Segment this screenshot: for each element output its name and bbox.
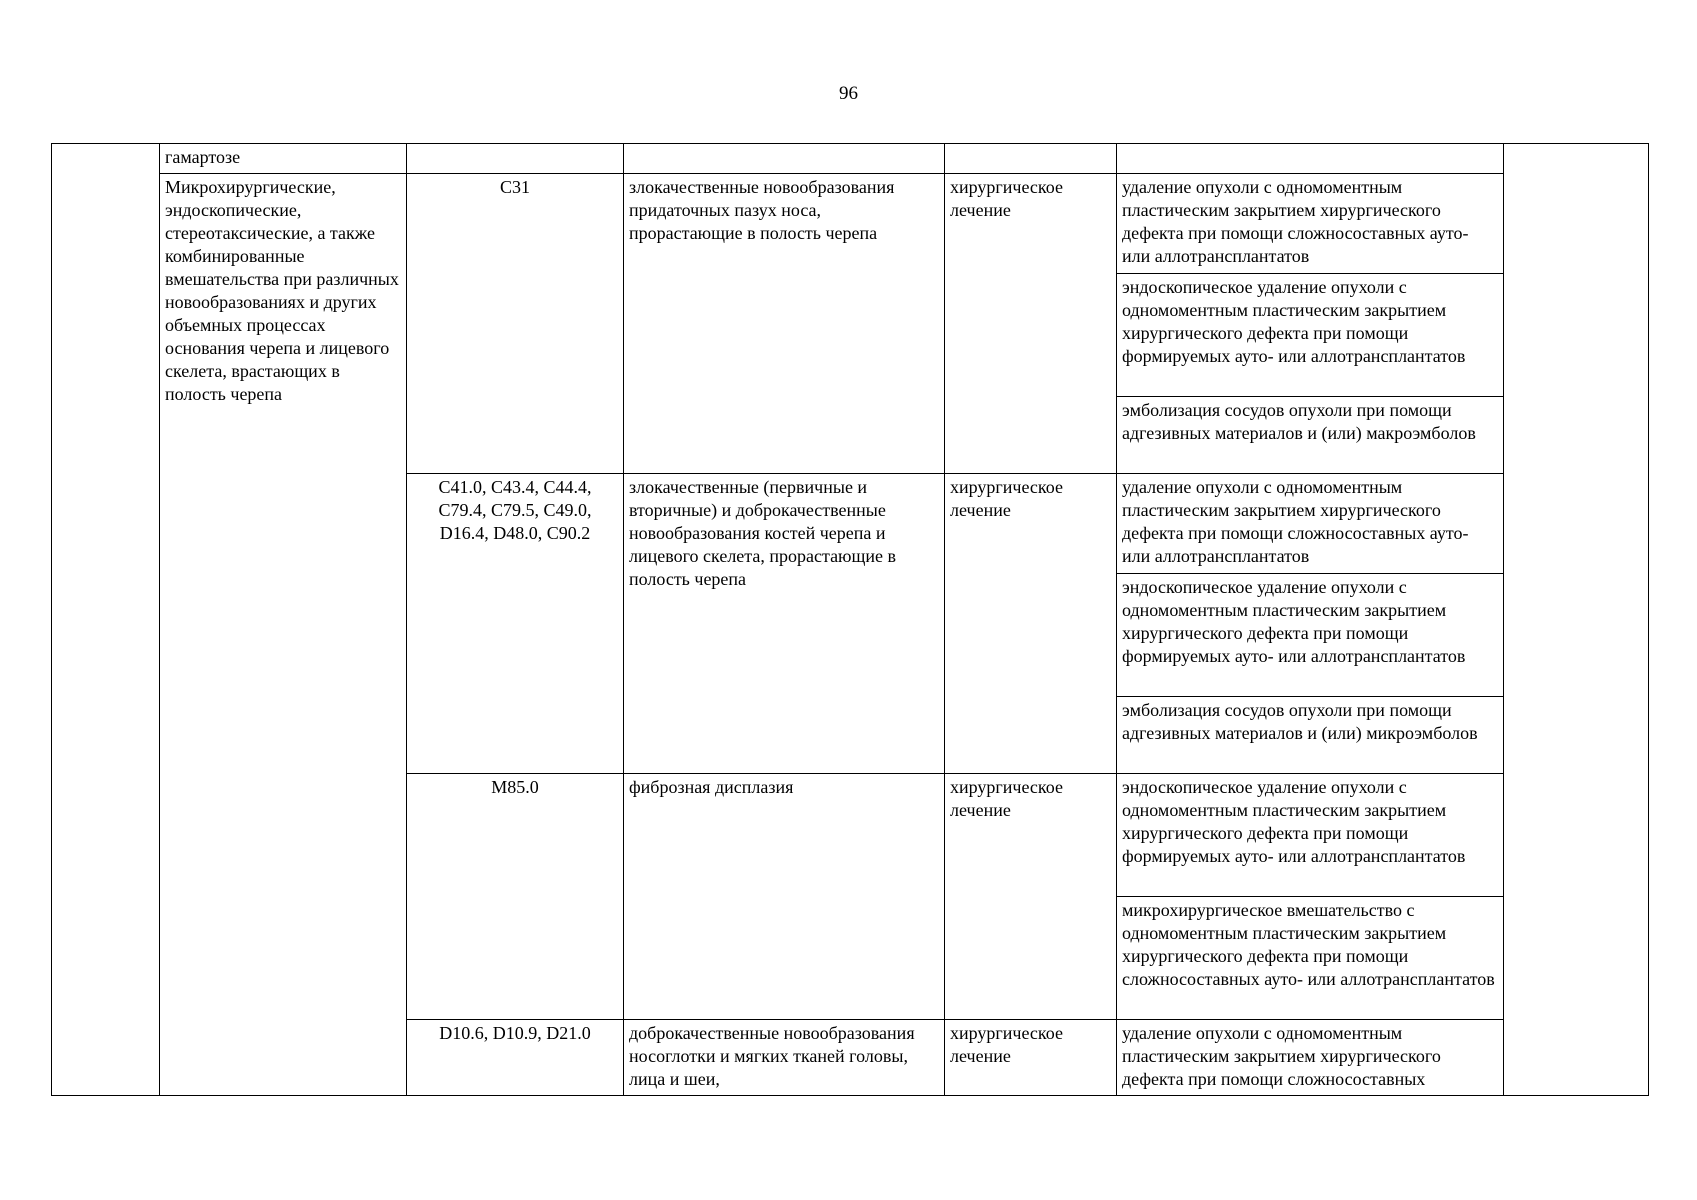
empty-cell [945, 144, 1117, 174]
method-cell: удаление опухоли с одномоментным пластическим закрытием хирургического дефекта при помощи сложносоставных ауто- или аллотрансплантатов [1117, 174, 1504, 274]
icd-code-cell: M85.0 [407, 774, 624, 1020]
empty-cell [624, 144, 945, 174]
treatment-cell: хирургическое лечение [945, 174, 1117, 474]
diagnosis-cell: злокачественные новообразования придаточных пазух носа, прорастающие в полость черепа [624, 174, 945, 474]
treatment-cell: хирургическое лечение [945, 1020, 1117, 1096]
method-cell: эндоскопическое удаление опухоли с одномоментным пластическим закрытием хирургического дефекта при помощи формируемых ауто- или аллотрансплантатов [1117, 574, 1504, 697]
tariff-column-cell [1504, 144, 1649, 1096]
method-cell: эндоскопическое удаление опухоли с одномоментным пластическим закрытием хирургического дефекта при помощи формируемых ауто- или аллотрансплантатов [1117, 274, 1504, 397]
empty-cell [407, 144, 624, 174]
page-number: 96 [839, 83, 858, 104]
continuation-cell: гамартозе [160, 144, 407, 174]
treatment-cell: хирургическое лечение [945, 774, 1117, 1020]
icd-code-cell: D10.6, D10.9, D21.0 [407, 1020, 624, 1096]
number-column-cell [52, 144, 160, 1096]
diagnosis-cell: доброкачественные новообразования носоглотки и мягких тканей головы, лица и шеи, [624, 1020, 945, 1096]
icd-code-cell: C31 [407, 174, 624, 474]
method-cell: удаление опухоли с одномоментным пластическим закрытием хирургического дефекта при помощи сложносоставных [1117, 1020, 1504, 1096]
icd-code-cell: C41.0, C43.4, C44.4, C79.4, C79.5, C49.0, D16.4, D48.0, C90.2 [407, 474, 624, 774]
method-cell: микрохирургическое вмешательство с одномоментным пластическим закрытием хирургического дефекта при помощи сложносоставных ауто- или аллотрансплантатов [1117, 897, 1504, 1020]
method-cell: удаление опухоли с одномоментным пластическим закрытием хирургического дефекта при помощи сложносоставных ауто- или аллотрансплантатов [1117, 474, 1504, 574]
medical-procedures-table [51, 143, 1649, 1096]
group-title-cell: Микрохирургические, эндоскопические, стереотаксические, а также комбинированные вмешательства при различных новообразованиях и других объемных процессах основания черепа и лицевого скелета, врастающих в полость черепа [160, 174, 407, 1096]
table-row [52, 144, 1649, 174]
method-cell: эмболизация сосудов опухоли при помощи адгезивных материалов и (или) микроэмболов [1117, 697, 1504, 774]
diagnosis-cell: фиброзная дисплазия [624, 774, 945, 1020]
method-cell: эндоскопическое удаление опухоли с одномоментным пластическим закрытием хирургического дефекта при помощи формируемых ауто- или аллотрансплантатов [1117, 774, 1504, 897]
treatment-cell: хирургическое лечение [945, 474, 1117, 774]
table-row [52, 174, 1649, 274]
diagnosis-cell: злокачественные (первичные и вторичные) и доброкачественные новообразования костей черепа и лицевого скелета, прорастающие в полость черепа [624, 474, 945, 774]
empty-cell [1117, 144, 1504, 174]
method-cell: эмболизация сосудов опухоли при помощи адгезивных материалов и (или) макроэмболов [1117, 397, 1504, 474]
